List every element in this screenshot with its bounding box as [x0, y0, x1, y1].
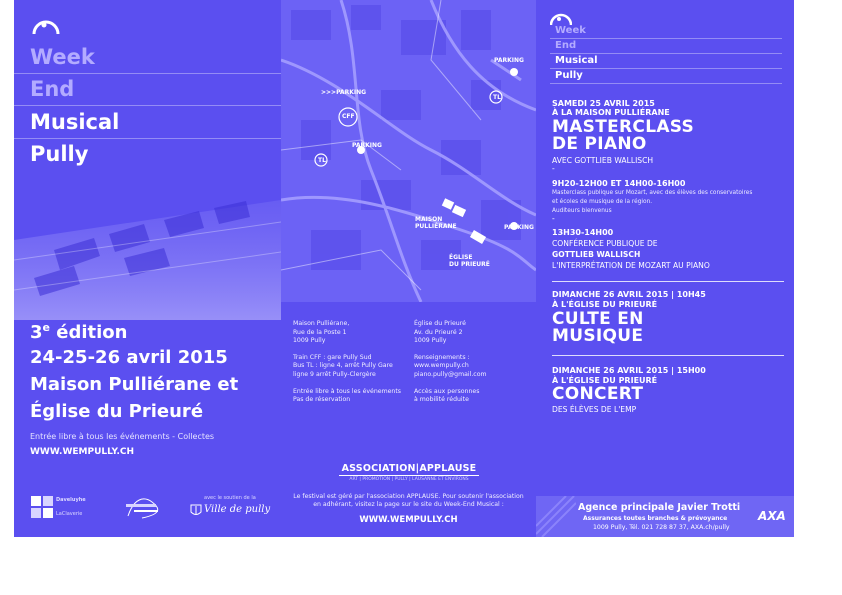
- info-right-line: Église du Prieuré: [414, 320, 466, 327]
- mini-wordmark-row: [550, 69, 782, 84]
- agency-name: Agence principale Javier Trotti: [578, 502, 741, 513]
- website-url[interactable]: WWW.WEMPULLY.CH: [30, 447, 135, 457]
- association-subtitle: ART | PROMOTION | PULLY | LAUSANNE ET ENVIRONS: [349, 477, 469, 482]
- info-left-line: 1009 Pully: [293, 337, 326, 345]
- map-label-tl-2: TL: [493, 94, 501, 101]
- info-left-line: Entrée libre à tous les événements: [293, 387, 401, 395]
- edition-line: [30, 321, 127, 343]
- info-left-line: Maison Pulliérane,: [293, 320, 350, 327]
- map-label-parking-4: PARKING: [504, 224, 534, 231]
- separator: [552, 281, 784, 282]
- festival-logo-small-icon: [550, 6, 572, 26]
- axa-logo: AXA: [758, 509, 786, 523]
- info-left-line: Rue de la Poste 1: [293, 328, 347, 336]
- map-label-cff: CFF: [342, 113, 355, 120]
- map-label-tl-1: TL: [318, 157, 326, 164]
- event-1-time-1: 9H20-12H00 ET 14H00-16H00: [552, 179, 686, 188]
- map-label-parking-2: >>>PARKING: [321, 89, 367, 96]
- spacer: [293, 346, 401, 354]
- event-1-dash: -: [552, 164, 555, 173]
- support-line-2: en adhérant, visitez la page sur le site du Week-End Musical :: [313, 501, 504, 509]
- free-entry-note: Entrée libre à tous les événements - Collectes: [30, 432, 215, 441]
- mini-wordmark-week: Week: [555, 25, 586, 36]
- info-left-column: [293, 320, 401, 405]
- support-text: [281, 493, 536, 510]
- event-1-title-2: DE PIANO: [552, 134, 647, 154]
- info-right-line[interactable]: www.wempully.ch: [414, 362, 469, 370]
- event-3-subtitle: DES ÉLÈVES DE L'EMP: [552, 405, 637, 414]
- sponsor-logo-1: [30, 495, 90, 521]
- map-label-eglise: ÉGLISE DU PRIEURÉ: [449, 254, 490, 268]
- wordmark-pully: Pully: [30, 142, 89, 166]
- agency-banner: [536, 496, 794, 537]
- mini-wordmark-row: [550, 24, 782, 39]
- edition-word: édition: [50, 322, 128, 343]
- map-label-maison: MAISON PULLIÉRANE: [415, 216, 457, 230]
- info-right-line: à mobilité réduite: [414, 396, 469, 404]
- event-3-place: À L'ÉGLISE DU PRIEURÉ: [552, 376, 658, 385]
- info-left-line: Train CFF : gare Pully Sud: [293, 353, 372, 361]
- event-3-title: CONCERT: [552, 384, 644, 404]
- event-1-conference: CONFÉRENCE PUBLIQUE DE: [552, 239, 658, 248]
- association-title: ASSOCIATION|APPLAUSE: [341, 463, 477, 474]
- festival-dates: 24-25-26 avril 2015: [30, 347, 228, 368]
- event-1-desc-3: Auditeurs bienvenus: [552, 208, 612, 214]
- sponsor-3-text: avec le soutien de la: [204, 495, 256, 501]
- info-left-line: Bus TL : ligne 4, arrêt Pully Gare: [293, 362, 393, 370]
- event-2-title-1: CULTE EN: [552, 309, 644, 329]
- event-1-topic: L'INTERPRÉTATION DE MOZART AU PIANO: [552, 261, 710, 270]
- sponsor-logo-2-icon: [122, 494, 166, 520]
- event-1-title-1: MASTERCLASS: [552, 117, 695, 137]
- venue-line-2: Église du Prieuré: [30, 401, 204, 422]
- event-2-place: À L'ÉGLISE DU PRIEURÉ: [552, 300, 658, 309]
- spacer: [293, 380, 401, 388]
- map-info-panel: [281, 0, 536, 537]
- festival-logo-icon: [32, 8, 60, 36]
- info-right-column: [414, 320, 487, 405]
- wordmark-row-musical: [14, 107, 281, 139]
- mini-wordmark-end: End: [555, 40, 577, 51]
- agency-subtitle: Assurances toutes branches & prévoyance: [583, 515, 728, 522]
- divider: [339, 475, 479, 476]
- support-line-1: Le festival est géré par l'association APPLAUSE. Pour soutenir l'association: [293, 493, 524, 500]
- mini-wordmark-row: [550, 39, 782, 54]
- association-logo: [339, 463, 479, 482]
- separator: [552, 355, 784, 356]
- map-label-parking-3: PARKING: [352, 142, 382, 149]
- wordmark-musical: Musical: [30, 110, 120, 134]
- city-crest-icon: [190, 504, 202, 518]
- wordmark-row-pully: [14, 139, 281, 170]
- wordmark-row-week: [14, 42, 281, 74]
- support-url[interactable]: WWW.WEMPULLY.CH: [359, 515, 458, 525]
- info-right-line: 1009 Pully: [414, 337, 447, 345]
- event-1-desc-2: et écoles de musique de la région.: [552, 199, 653, 205]
- sponsor-3-city: Ville de pully: [204, 504, 271, 515]
- info-right-line: Renseignements :: [414, 353, 470, 361]
- edition-suffix: e: [42, 321, 50, 334]
- cover-panel: [14, 0, 281, 537]
- event-2-title-2: MUSIQUE: [552, 326, 644, 346]
- sponsor-1-sub: LaClaverie: [56, 511, 83, 517]
- spacer: [414, 380, 487, 388]
- venue-line-1: Maison Pulliérane et: [30, 374, 239, 395]
- mini-wordmark-pully: Pully: [555, 70, 583, 81]
- event-1-desc-1: Masterclass publique sur Mozart, avec des élèves des conservatoires: [552, 190, 753, 196]
- edition-number: 3: [30, 322, 43, 343]
- event-1-date: SAMEDI 25 AVRIL 2015: [552, 99, 655, 108]
- event-2-date: DIMANCHE 26 AVRIL 2015 | 10H45: [552, 290, 706, 299]
- sponsor-logo-3: [188, 495, 271, 521]
- info-left-line: ligne 9 arrêt Pully-Clergère: [293, 370, 376, 378]
- map-label-parking-1: PARKING: [494, 57, 524, 64]
- agency-address: 1009 Pully, Tél. 021 728 87 37, AXA.ch/pully: [593, 524, 730, 531]
- info-right-line: Accès aux personnes: [414, 387, 480, 395]
- spacer: [414, 346, 487, 354]
- event-1-dash-2: -: [552, 214, 555, 223]
- sponsor-1-emblem-icon: [30, 495, 54, 519]
- wordmark-row-end: [14, 74, 281, 106]
- wordmark-week: Week: [30, 45, 95, 69]
- event-1-speaker: GOTTLIEB WALLISCH: [552, 250, 641, 259]
- event-1-place: À LA MAISON PULLIÉRANE: [552, 108, 670, 117]
- event-3-date: DIMANCHE 26 AVRIL 2015 | 15H00: [552, 366, 706, 375]
- stripes-decoration-icon: [536, 496, 576, 537]
- info-right-line: Av. du Prieuré 2: [414, 328, 463, 336]
- mini-wordmark-musical: Musical: [555, 55, 598, 66]
- location-map: [281, 0, 536, 302]
- mini-wordmark-row: [550, 54, 782, 69]
- info-right-line[interactable]: piano.pully@gmail.com: [414, 370, 487, 378]
- program-panel: [536, 0, 794, 537]
- piano-keys-image: [14, 200, 281, 320]
- wordmark-end: End: [30, 77, 75, 101]
- info-left-line: Pas de réservation: [293, 396, 351, 404]
- sponsor-1-title: Daveluyhe: [56, 497, 86, 503]
- event-1-time-2: 13H30-14H00: [552, 228, 614, 237]
- event-1-with: AVEC GOTTLIEB WALLISCH: [552, 156, 654, 165]
